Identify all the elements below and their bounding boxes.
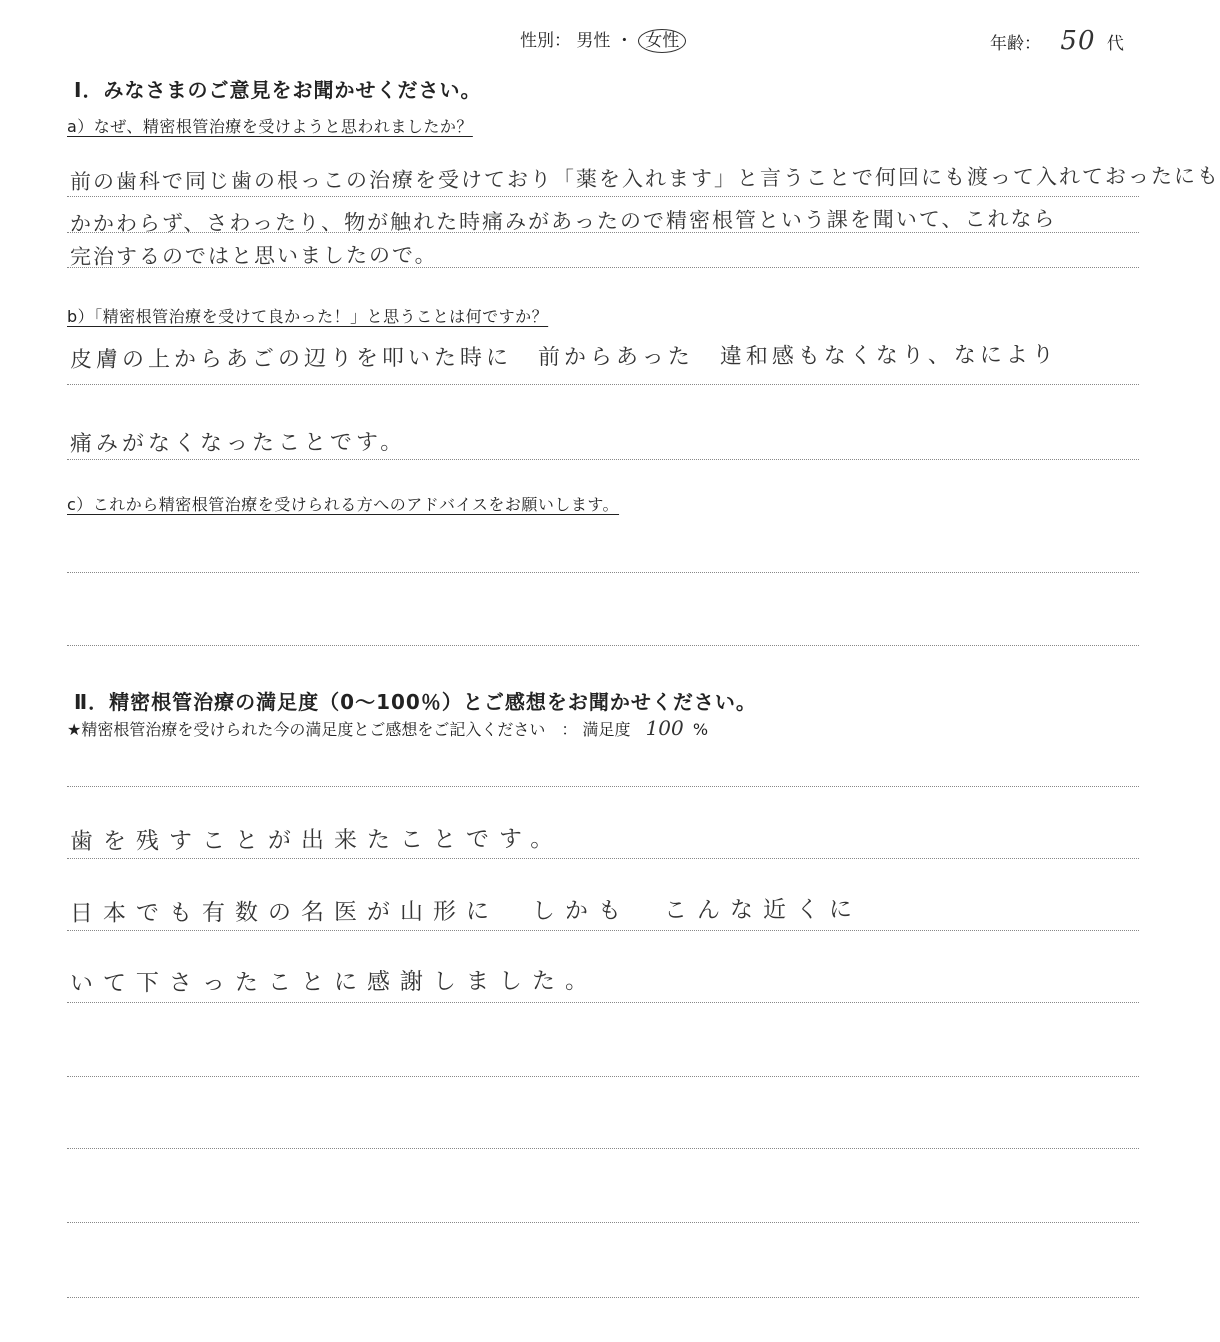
comment-rule <box>67 786 1139 787</box>
section-2-heading: Ⅱ．精密根管治療の満足度（0～100％）とご感想をお聞かせください。 <box>74 690 757 714</box>
section-1-heading: Ⅰ．みなさまのご意見をお聞かせください。 <box>74 78 482 102</box>
comment-line-2: 日本でも有数の名医が山形に しかも こんな近くに <box>69 896 863 927</box>
comment-rule <box>67 930 1139 931</box>
satisfaction-unit: % <box>692 720 709 739</box>
question-a: a）なぜ、精密根管治療を受けようと思われましたか？ <box>67 117 473 136</box>
comment-rule <box>67 1148 1139 1149</box>
comment-rule <box>67 858 1139 859</box>
satisfaction-prompt: ★精密根管治療を受けられた今の満足度とご感想をご記入ください ： <box>67 720 578 739</box>
answer-a-line-1: 前の歯科で同じ歯の根っこの治療を受けており「薬を入れます」と言うことで何回にも渡って入れておったにも <box>69 163 1220 194</box>
satisfaction-label: 満足度 <box>582 720 631 739</box>
age-suffix: 代 <box>1106 34 1124 54</box>
gender-label: 性別： <box>520 31 571 51</box>
answer-rule <box>67 572 1139 573</box>
comment-rule <box>67 1297 1139 1298</box>
answer-a-line-2: かかわらず、さわったり、物が触れた時痛みがあったので精密根管という課を聞いて、これなら <box>69 206 1057 236</box>
age-field <box>990 26 1124 56</box>
question-b: b）「精密根管治療を受けて良かった！」と思うことは何ですか？ <box>67 307 549 326</box>
answer-b-line-1: 皮膚の上からあごの辺りを叩いた時に 前からあった 違和感もなくなり、なにより <box>69 342 1058 373</box>
comment-rule <box>67 1222 1139 1223</box>
comment-rule <box>67 1076 1139 1077</box>
satisfaction-instruction <box>67 716 708 740</box>
satisfaction-value-handwritten: 100 <box>645 716 684 740</box>
age-label: 年齢： <box>990 34 1041 54</box>
answer-rule <box>67 459 1139 460</box>
gender-option-male: 男性 <box>576 31 611 51</box>
question-c: c）これから精密根管治療を受けられる方へのアドバイスをお願いします。 <box>67 495 620 514</box>
comment-line-1: 歯を残すことが出来たことです。 <box>69 826 564 855</box>
gender-separator: ・ <box>615 31 633 51</box>
answer-rule <box>67 232 1139 233</box>
answer-a-line-3: 完治するのではと思いましたので。 <box>69 242 438 269</box>
comment-line-3: いて下さったことに感謝しました。 <box>69 968 599 997</box>
answer-rule <box>67 645 1139 646</box>
answer-b-line-2: 痛みがなくなったことです。 <box>69 430 407 457</box>
answer-rule <box>67 384 1139 385</box>
gender-option-female-circled: 女性 <box>638 29 686 53</box>
answer-rule <box>67 196 1139 197</box>
comment-rule <box>67 1002 1139 1003</box>
gender-field <box>520 26 686 53</box>
age-value-handwritten: 50 <box>1060 26 1096 56</box>
answer-rule <box>67 267 1139 268</box>
